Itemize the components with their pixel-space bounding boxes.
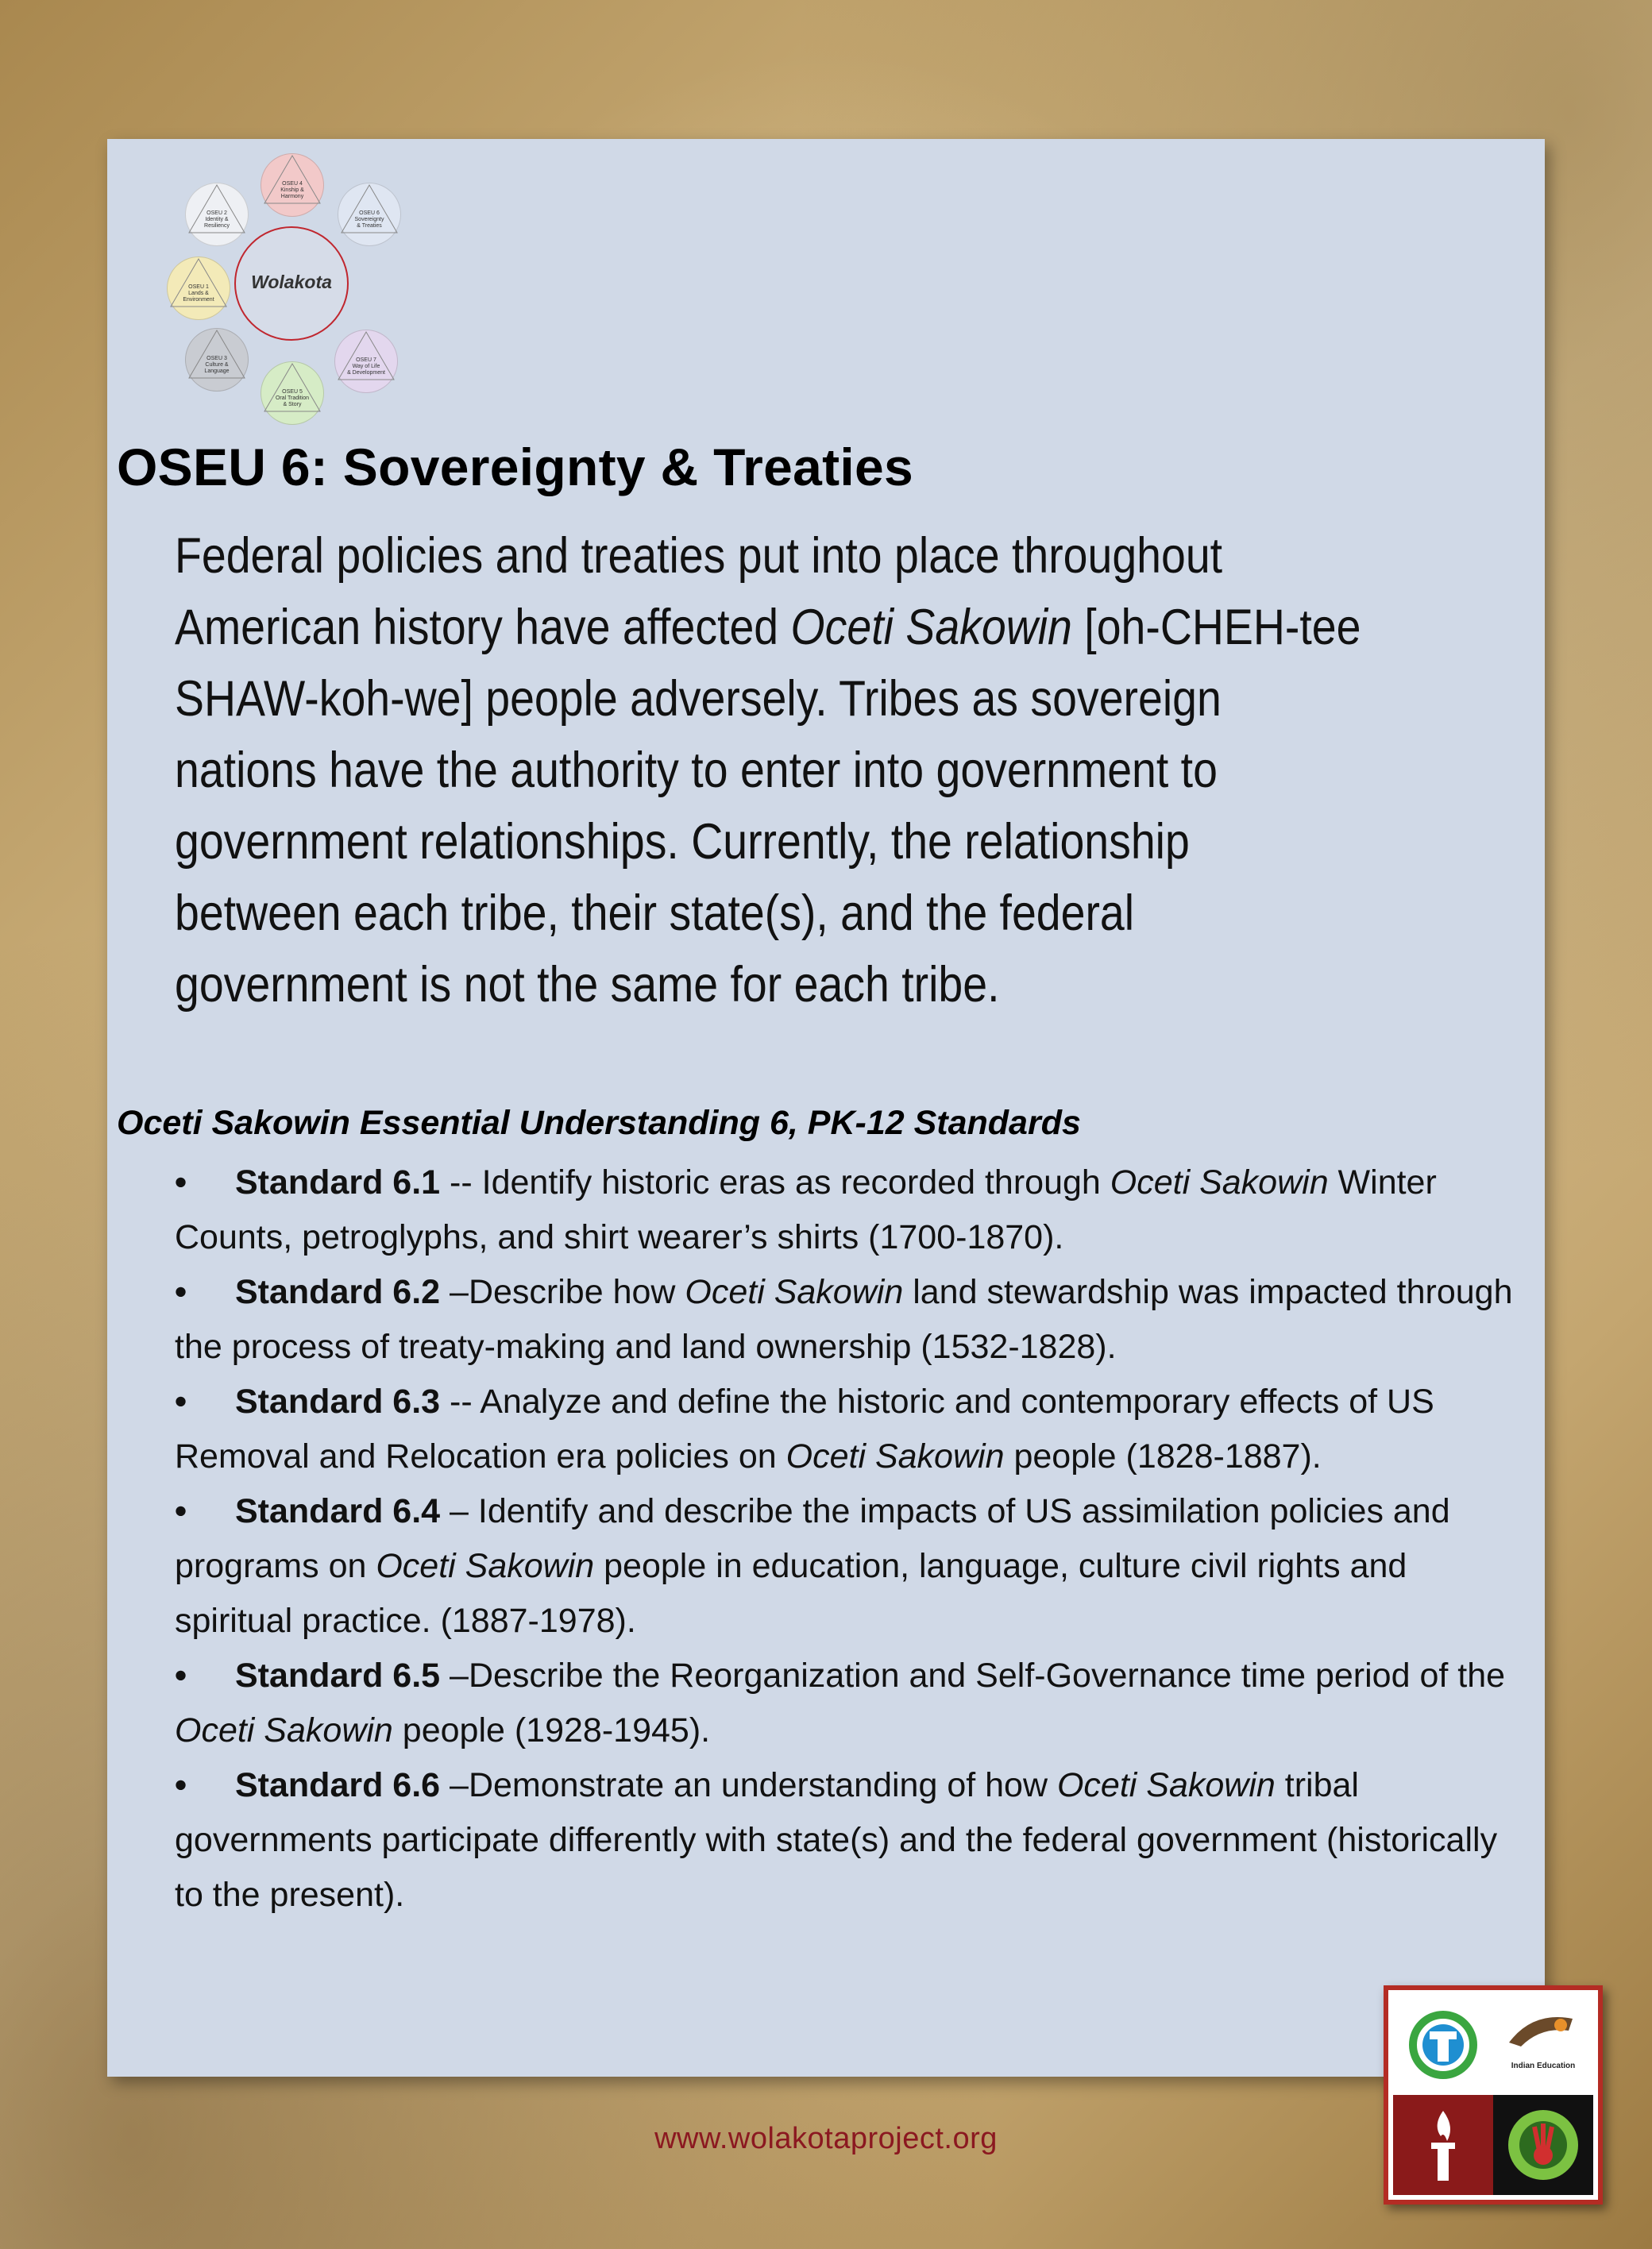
list-item — [175, 1758, 1525, 1923]
oseu5-label: OSEU 5 Oral Tradition & Story — [275, 389, 310, 407]
standard-text: –Demonstrate an understanding of how — [440, 1766, 1057, 1804]
indian-education-logo — [1493, 1995, 1593, 2095]
indian-education-text: Indian Education — [1511, 2062, 1576, 2070]
oseu6-label: OSEU 6 Sovereignty & Treaties — [354, 210, 384, 229]
standards-list — [175, 1155, 1525, 1923]
oseu5-node — [261, 361, 324, 425]
footer-url[interactable]: www.wolakotaproject.org — [654, 2122, 998, 2155]
standard-italic: Oceti Sakowin — [1110, 1163, 1329, 1202]
tribal-education-logo — [1393, 1995, 1493, 2095]
standard-text: -- Analyze and define the historic and contemporary effects of US Removal and Relocation era policies on — [175, 1383, 1434, 1476]
standard-text: people in education, language, culture civil rights and spiritual practice. (1887-1978). — [175, 1547, 1407, 1640]
standard-text: Winter Counts, petroglyphs, and shirt wearer’s shirts (1700-1870). — [175, 1163, 1437, 1256]
intro-italic: Oceti Sakowin — [790, 600, 1072, 655]
list-item — [175, 1649, 1525, 1758]
wolakota-center-label: Wolakota — [251, 272, 332, 292]
standard-italic: Oceti Sakowin — [785, 1437, 1005, 1476]
standard-label: Standard 6.6 — [235, 1766, 441, 1804]
oseu1-node — [167, 257, 230, 320]
oseu2-label: OSEU 2 Identity & Resiliency — [204, 210, 230, 229]
standard-text: tribal governments participate differently with state(s) and the federal government (historically to the present). — [175, 1766, 1498, 1914]
list-item — [175, 1375, 1525, 1484]
standard-italic: Oceti Sakowin — [175, 1711, 393, 1749]
list-item — [175, 1265, 1525, 1375]
bullet-icon: • — [175, 1273, 187, 1311]
list-item — [175, 1484, 1525, 1649]
standard-text: –Describe how — [440, 1273, 685, 1311]
bullet-icon: • — [175, 1657, 187, 1695]
standard-label: Standard 6.4 — [235, 1492, 441, 1530]
page-title: OSEU 6: Sovereignty & Treaties — [117, 438, 914, 496]
standard-text: –Describe the Reorganization and Self-Governance time period of the — [440, 1657, 1506, 1695]
standard-text: – Identify and describe the impacts of US assimilation policies and programs on — [175, 1492, 1450, 1585]
oseu2-node — [185, 183, 249, 246]
standards-heading: Oceti Sakowin Essential Understanding 6, PK-12 Standards — [117, 1104, 1081, 1142]
standard-label: Standard 6.1 — [235, 1163, 441, 1202]
oseu3-label: OSEU 3 Culture & Language — [204, 356, 230, 374]
intro-text-2: [oh-CHEH-tee SHAW-koh-we] people adversely. Tribes as sovereign nations have the authority to enter into government to government relationships. Currently, the relationship between each tribe, their state(s), and the federal government is not the same for each tribe. — [175, 600, 1361, 1013]
oseu7-label: OSEU 7 Way of Life & Development — [347, 357, 385, 376]
intro-text-1: Federal policies and treaties put into place throughout American history have affected — [175, 528, 1223, 655]
oseu7-node — [334, 330, 398, 393]
standard-text: -- Identify historic eras as recorded through — [440, 1163, 1110, 1202]
intro-paragraph — [175, 520, 1363, 1020]
partner-logos-badge — [1384, 1985, 1603, 2205]
bullet-icon: • — [175, 1163, 187, 1202]
bullet-icon: • — [175, 1492, 187, 1530]
standard-text: people (1928-1945). — [392, 1711, 711, 1749]
standard-italic: Oceti Sakowin — [376, 1547, 595, 1585]
oseu6-node — [338, 183, 401, 246]
content-panel — [107, 139, 1545, 2077]
oseu1-label: OSEU 1 Lands & Environment — [183, 284, 214, 303]
standard-text: people (1828-1887). — [1004, 1437, 1322, 1476]
standard-label: Standard 6.2 — [235, 1273, 441, 1311]
standard-label: Standard 6.5 — [235, 1657, 441, 1695]
bullet-icon: • — [175, 1383, 187, 1421]
standard-label: Standard 6.3 — [235, 1383, 441, 1421]
oseu4-label: OSEU 4 Kinship & Harmony — [280, 181, 304, 199]
standard-text: land stewardship was impacted through the process of treaty-making and land ownership (1532-1828). — [175, 1273, 1513, 1366]
standard-italic: Oceti Sakowin — [1056, 1766, 1276, 1804]
list-item — [175, 1155, 1525, 1265]
bullet-icon: • — [175, 1766, 187, 1804]
standard-italic: Oceti Sakowin — [685, 1273, 904, 1311]
oseu4-node — [261, 153, 324, 217]
wolakota-center-circle — [234, 226, 349, 341]
oseu3-node — [185, 328, 249, 392]
wolakota-diagram — [155, 139, 441, 425]
